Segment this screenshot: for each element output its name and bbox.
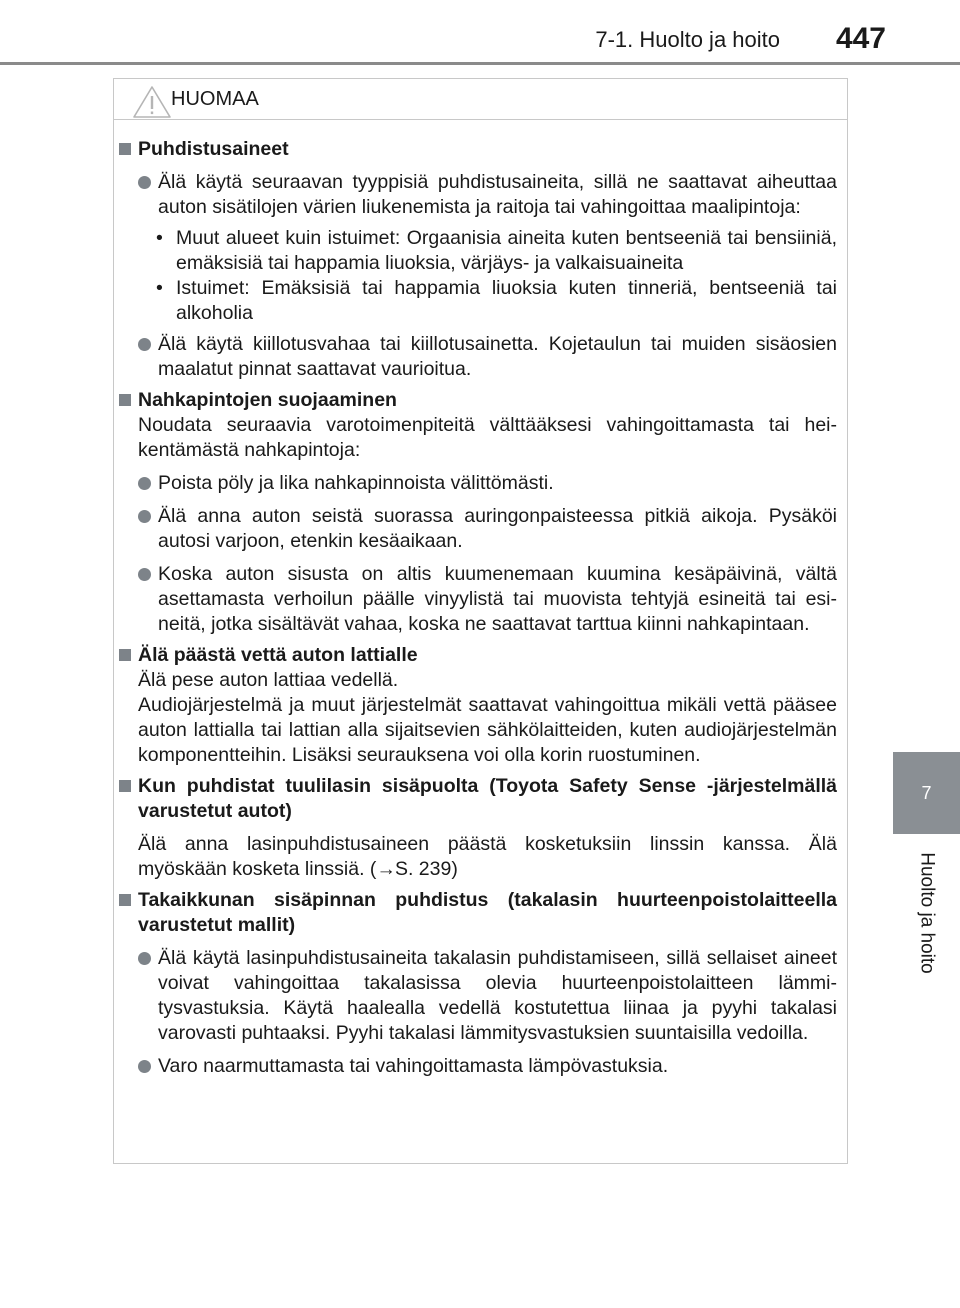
header-divider bbox=[0, 62, 960, 65]
notice-box bbox=[113, 78, 848, 1164]
section-floor-water bbox=[118, 643, 837, 768]
sub-item-text: Istuimet: Emäksisiä tai happamia liuoksia kuten tinneriä, bentseeniä tai alkoholia bbox=[176, 277, 837, 324]
section-title: Älä päästä vettä auton lattialle bbox=[138, 644, 418, 666]
bullet-text: Poista pöly ja lika nahkapinnoista välittömästi. bbox=[158, 472, 554, 494]
section-intro: Älä pese auton lattiaa vedellä. bbox=[138, 669, 399, 691]
arrow-right-icon: → bbox=[376, 858, 395, 880]
chapter-number: 7 bbox=[921, 782, 932, 803]
section-title: 7-1. Huolto ja hoito bbox=[595, 27, 780, 52]
bullet-text: Koska auton sisusta on altis kuumenemaan kuumina kesäpäivinä, vältä asettamasta verhoilun päälle vinyylistä tai muovista tehtyjä esineitä tai esineitä, jotka sisältävät vahaa, koska ne saattavat tarttua kiinni nahkapintaan. bbox=[158, 563, 837, 635]
warning-triangle-icon bbox=[132, 85, 172, 119]
bullet-text: Älä käytä lasinpuhdistusaineita takalasin puhdistamiseen, sillä sellaiset aineet voivat vahingoittaa takalasissa olevia huurteenpoistolaitteen lämmitysvastuksia. Käytä haalealla vedellä kostutettua liinaa ja pyyhi takalasi varovasti puhtaaksi. Pyyhi takalasi lämmitysvastuksien suuntaisilla vedoilla. bbox=[158, 947, 837, 1044]
section-windshield bbox=[118, 774, 837, 882]
section-marker-icon bbox=[119, 780, 131, 792]
section-marker-icon bbox=[119, 649, 131, 661]
chapter-side-label bbox=[893, 838, 960, 988]
section-rear-window bbox=[118, 888, 837, 1079]
page-header bbox=[0, 0, 960, 66]
bullet-text: Varo naarmuttamasta tai vahingoittamasta lämpövastuksia. bbox=[158, 1055, 669, 1077]
bullet-text: Älä käytä kiillotusvahaa tai kiillotusainetta. Kojetaulun tai muiden sisäosien maalatut pinnat saattavat vaurioitua. bbox=[158, 333, 837, 380]
bullet-text: Älä käytä seuraavan tyyppisiä puhdistusaineita, sillä ne saattavat aiheuttaa auton sisätilojen värien liukenemista ja raitoja tai vahingoittaa maalipintoja: bbox=[158, 171, 837, 218]
bullet-icon bbox=[138, 477, 151, 490]
section-paragraph: Audiojärjestelmä ja muut järjestelmät saattavat vahingoittua mikäli vettä pääsee auton lattialla tai lattian alla sijaitsevien sähkölaitteiden, kuten audiojärjestelmän komponentteihin. Lisäksi seurauksena voi olla korin ruostuminen. bbox=[138, 694, 837, 766]
list-item bbox=[138, 946, 837, 1046]
sub-list-item bbox=[138, 276, 837, 326]
notice-header bbox=[114, 79, 847, 120]
chapter-tab bbox=[893, 752, 960, 834]
section-intro: Noudata seuraavia varotoimenpiteitä välttääksesi vahingoittamasta tai heikentämästä nahkapintoja: bbox=[138, 414, 837, 461]
list-item bbox=[138, 332, 837, 382]
section-intro bbox=[138, 832, 837, 882]
bullet-icon bbox=[138, 176, 151, 189]
notice-body bbox=[114, 120, 847, 1079]
list-item bbox=[138, 562, 837, 637]
sub-item-text: Muut alueet kuin istuimet: Orgaanisia aineita kuten bentseeniä tai bensiiniä, emäksisiä tai happamia liuoksia, värjäys- ja valkaisuaineita bbox=[176, 227, 837, 274]
chapter-label: Huolto ja hoito bbox=[916, 852, 938, 974]
section-title: Kun puhdistat tuulilasin sisäpuolta (Toyota Safety Sense -järjestelmällä varustetut autot) bbox=[138, 775, 837, 822]
section-intro-text: Älä anna lasinpuhdistusaineen päästä kosketuksiin linssin kanssa. Älä myöskään kosketa linssiä. ( bbox=[138, 833, 837, 880]
section-title: Takaikkunan sisäpinnan puhdistus (takalasin huurteenpoistolaitteella varustetut mallit) bbox=[138, 889, 837, 936]
section-marker-icon bbox=[119, 394, 131, 406]
page-number: 447 bbox=[835, 22, 886, 55]
sub-bullet-icon: • bbox=[156, 277, 163, 299]
bullet-icon bbox=[138, 338, 151, 351]
section-leather-protection bbox=[118, 388, 837, 637]
bullet-icon bbox=[138, 510, 151, 523]
notice-title: HUOMAA bbox=[171, 88, 259, 110]
section-title: Nahkapintojen suojaaminen bbox=[138, 389, 397, 411]
section-title: Puhdistusaineet bbox=[138, 138, 289, 160]
sub-list-item bbox=[138, 226, 837, 276]
list-item bbox=[138, 170, 837, 220]
bullet-icon bbox=[138, 952, 151, 965]
bullet-icon bbox=[138, 568, 151, 581]
bullet-text: Älä anna auton seistä suorassa auringonpaisteessa pitkiä aikoja. Pysäköi autosi varjoon, etenkin kesäaikaan. bbox=[158, 505, 837, 552]
list-item bbox=[138, 504, 837, 554]
sub-bullet-icon: • bbox=[156, 227, 163, 249]
page-reference-link[interactable]: S. 239) bbox=[394, 858, 458, 880]
section-cleaning-agents bbox=[118, 137, 837, 382]
bullet-icon bbox=[138, 1060, 151, 1073]
section-marker-icon bbox=[119, 143, 131, 155]
list-item bbox=[138, 471, 837, 496]
list-item bbox=[138, 1054, 837, 1079]
section-marker-icon bbox=[119, 894, 131, 906]
